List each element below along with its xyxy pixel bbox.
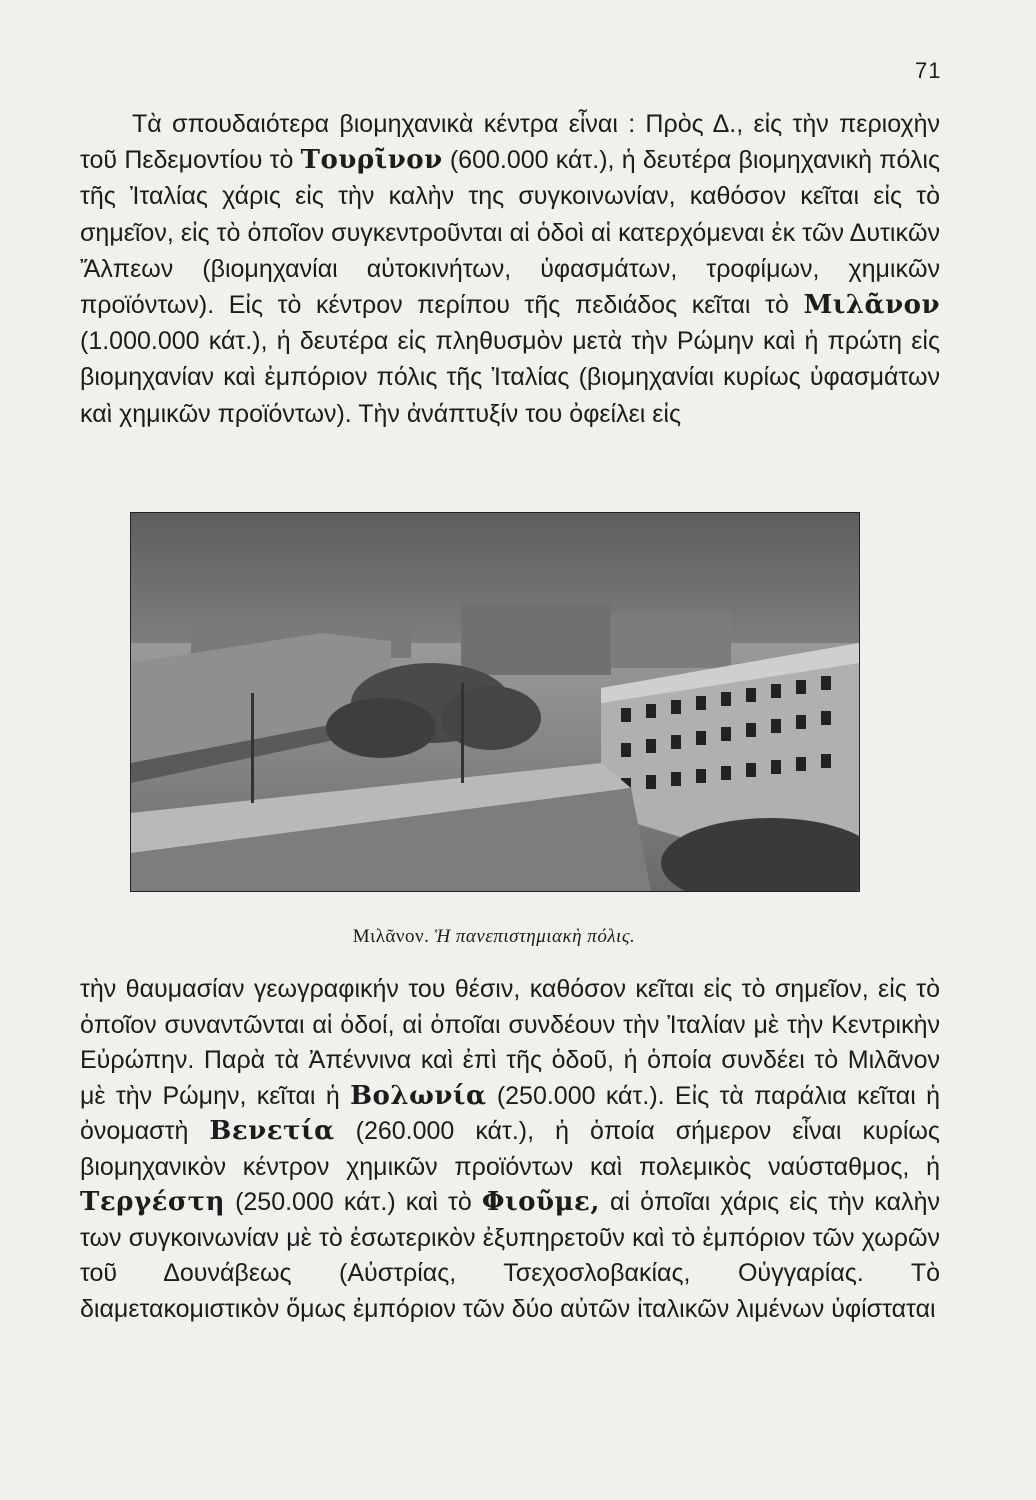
city-name-venice: Βενετία	[209, 1116, 335, 1146]
text-run: (1.000.000 κάτ.), ἡ δευτέρα εἰς πληθυσμὸν μετὰ τὴν Ρώμην καὶ ἡ πρώτη εἰς βιομηχανίαν καὶ ἐμπόριον πόλις τῆς Ἰταλίας (βιομηχανίαι κυρίως ὑφασμάτων καὶ χημικῶν προϊόντων). Τὴν ἀνάπτυξίν του ὀφείλει εἰς	[80, 327, 940, 428]
paragraph-top	[80, 106, 940, 432]
text-run: (260.000 κάτ.), ἡ ὁποία σήμερον εἶναι κυρίως βιομηχανικὸν κέντρον χημικῶν προϊόντων καὶ πολεμικὸς ναύσταθμος, ἡ	[80, 1117, 940, 1181]
text-run: τὴν θαυμασίαν γεωγραφικήν του θέσιν, καθόσον κεῖται εἰς τὸ σημεῖον, εἰς τὸ ὁποῖον συναντῶνται αἱ ὁδοί, αἱ ὁποῖαι συνδέουν τὴν Ἰταλίαν μὲ τὴν Κεντρικὴν Εὐρώπην. Παρὰ τὰ Ἀπέννινα καὶ ἐπὶ τῆς ὁδοῦ, ἡ ὁποία συνδέει τὸ Μιλᾶνον μὲ τὴν Ρώμην, κεῖται ἡ	[80, 975, 940, 1110]
photo-caption	[130, 926, 858, 948]
text-run: αἱ ὁποῖαι χάρις εἰς τὴν καλὴν των συγκοινωνίαν μὲ τὸ ἐσωτερικὸν ἐξυπηρετοῦν καὶ τὸ ἐμπόριον τῶν χωρῶν τοῦ Δουνάβεως (Αὐστρίας, Τσεχοσλοβακίας, Οὐγγαρίας. Τὸ διαμετακομιστικὸν ὅμως ἐμπόριον τῶν δύο αὐτῶν ἰταλικῶν λιμένων ὑφίσταται	[80, 1188, 940, 1323]
page-number: 71	[915, 58, 942, 83]
city-name-milan: Μιλᾶνον	[803, 290, 940, 321]
paragraph-bottom	[80, 972, 940, 1327]
text-run: (600.000 κάτ.), ἡ δευτέρα βιομηχανικὴ πόλις τῆς Ἰταλίας χάρις εἰς τὴν καλὴν της συγκοινωνίαν, καθόσον κεῖται εἰς τὸ σημεῖον, εἰς τὸ ὁποῖον συγκεντροῦνται αἱ ὁδοὶ αἱ κατερχόμεναι ἐκ τῶν Δυτικῶν Ἄλπεων (βιομηχανίαι αὐτοκινήτων, ὑφασμάτων, τροφίμων, χημικῶν προϊόντων). Εἰς τὸ κέντρον περίπου τῆς πεδιάδος κεῖται τὸ	[80, 146, 940, 320]
city-name-trieste: Τεργέστη	[80, 1187, 225, 1217]
city-name-turin: Τουρῖνον	[300, 145, 443, 176]
city-name-bologna: Βολωνία	[350, 1080, 487, 1111]
text-run: (250.000 κάτ.). Εἰς τὰ παράλια κεῖται ἡ ὀνομαστὴ	[80, 1081, 941, 1145]
caption-text: Ἡ πανεπιστημιακὴ πόλις.	[434, 926, 636, 947]
photo-milan-university-city	[130, 512, 860, 892]
text-run: Τὰ σπουδαιότερα βιομηχανικὰ κέντρα εἶναι : Πρὸς Δ., εἰς τὴν περιοχὴν τοῦ Πεδεμοντίου τὸ	[80, 110, 940, 175]
text-run: (250.000 κάτ.) καὶ τὸ	[224, 1188, 482, 1216]
city-name-fiume: Φιοῦμε,	[481, 1187, 600, 1217]
caption-place: Μιλᾶνον.	[352, 926, 430, 947]
